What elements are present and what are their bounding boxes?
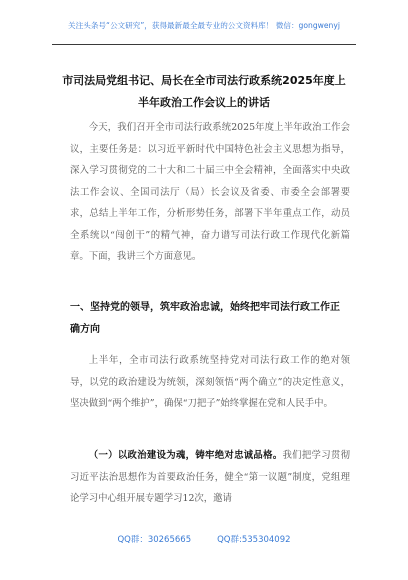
document-title — [52, 70, 356, 114]
header-notice: 关注头条号“公文研究”，获得最新最全最专业的公文资料库！ 微信：gongwenyj — [68, 21, 340, 30]
subsection-1-text: 我们把学习贯彻习近平法治思想作为首要政治任务，健全“第一议题”制度，党组理论学习中心组开展专题学习12次，邀请 — [70, 450, 350, 504]
section-1-paragraph: 上半年，全市司法行政系统坚持党对司法行政工作的绝对领导，以党的政治建设为统领，深刻领悟“两个确立”的决定性意义，坚决做到“两个维护”，确保“刀把子”始终掌握在党和人民手中。 — [70, 355, 350, 409]
subsection-1-paragraph — [70, 445, 350, 510]
title-line-1: 市司法局党组书记、局长在全市司法行政系统2025年度上 — [62, 74, 346, 87]
footer-qq-group-1: QQ群：30265665 — [117, 535, 192, 545]
footer-contact — [0, 533, 408, 545]
subsection-1-lead: （一）以政治建设为魂，铸牢绝对忠诚品格。 — [88, 450, 283, 461]
intro-paragraph: 今天，我们召开全市司法行政系统2025年度上半年政治工作会议，主要任务是：以习近平新时代中国特色社会主义思想为指导，深入学习贯彻党的二十大和二十届三中全会精神，全面落实中央政法工作会议、全国司法厅（局）长会议及省委、市委全会部署要求，总结上半年工作，分析形势任务，部署下半年重点工作，动员全系统以“闯创干”的精气神，奋力谱写司法行政工作现代化新篇章。下面，我讲三个方面意见。 — [70, 122, 350, 262]
title-line-2: 半年政治工作会议上的讲话 — [138, 96, 270, 109]
footer-qq-group-2: QQ群:535304092 — [217, 535, 291, 545]
section-1-heading: 一、坚持党的领导，筑牢政治忠诚，始终把牢司法行政工作正确方向 — [70, 302, 340, 335]
header-divider — [52, 44, 356, 45]
